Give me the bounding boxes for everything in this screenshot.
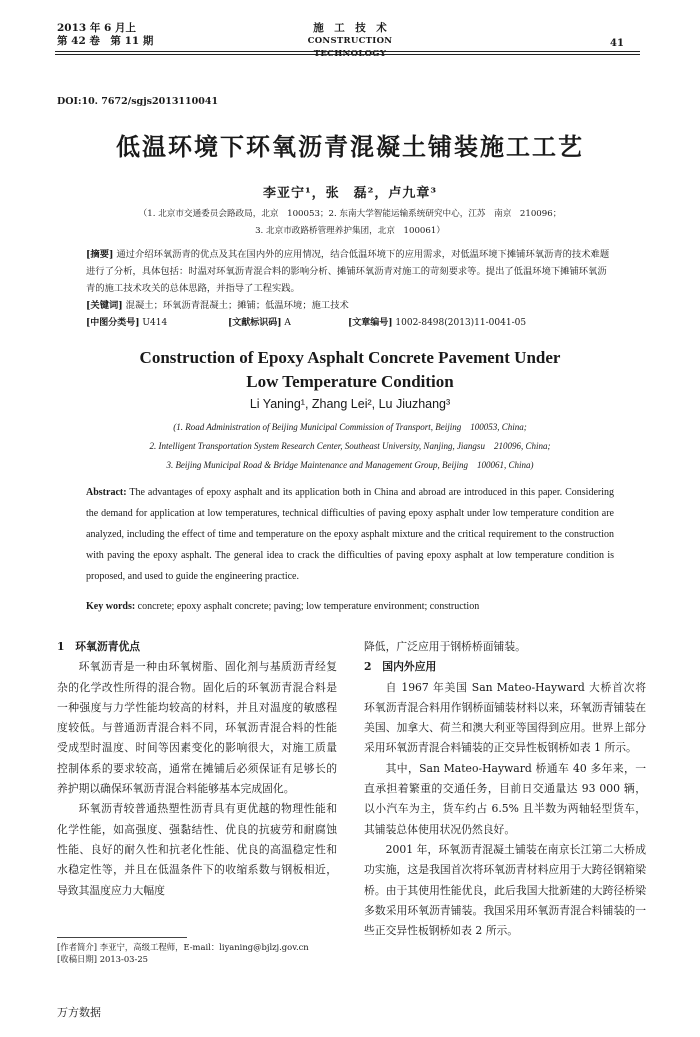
- page-number: 41: [610, 38, 624, 49]
- doi: DOI:10. 7672/sgjs2013110041: [57, 96, 219, 107]
- cn-keywords-label: [关键词]: [86, 300, 123, 311]
- paragraph: 其中，San Mateo-Hayward 桥通车 40 多年来，一直承担着繁重的交通任务，目前日交通量达 93 000 辆，以小汽车为主，货车约占 6.5% 且半数为两轴轻型货车，其铺装总体使用状况仍然良好。: [364, 761, 646, 836]
- issue-volume: 第 42 卷 第 11 期: [57, 35, 154, 47]
- cn-affiliations: [60, 206, 640, 240]
- section-heading: 2 国内外应用: [364, 660, 437, 674]
- en-abstract: [86, 482, 614, 587]
- en-title-line: Low Temperature Condition: [246, 372, 454, 391]
- paragraph: 环氧沥青较普通热塑性沥青具有更优越的物理性能和化学性能，如高强度、强黏结性、优良的抗疲劳和耐腐蚀性能、良好的耐久性和抗老化性能、优良的高温稳定性和水稳定性等，并且在低温条件下的收缩系数与钢板相近，导致其温度应力大幅度: [57, 802, 337, 897]
- paragraph: 自 1967 年美国 San Mateo-Hayward 大桥首次将环氧沥青混合料用作钢桥面铺装材料以来，环氧沥青铺装在美国、加拿大、荷兰和澳大利亚等国得到应用。世界上部分采用环氧沥青混合料铺装的正交异性板钢桥如表 1 所示。: [364, 680, 646, 755]
- en-affiliation-line: 3. Beijing Municipal Road & Bridge Maintenance and Management Group, Beijing 100061, China): [166, 460, 534, 470]
- en-title-line: Construction of Epoxy Asphalt Concrete Pavement Under: [139, 348, 561, 367]
- en-keywords-text: concrete; epoxy asphalt concrete; paving; low temperature environment; construction: [137, 601, 480, 612]
- watermark-footer: 万方数据: [57, 1006, 101, 1019]
- header-rule: [55, 51, 640, 52]
- article-id-value: 1002-8498(2013)11-0041-05: [395, 318, 527, 328]
- en-affiliation-line: (1. Road Administration of Beijing Municipal Commission of Transport, Beijing 100053, China;: [173, 422, 527, 432]
- footnote-rule: [57, 937, 187, 938]
- received-date: [收稿日期] 2013-03-25: [57, 954, 148, 964]
- en-authors: Li Yaning¹, Zhang Lei², Lu Jiuzhang³: [249, 397, 451, 411]
- section-heading: 1 环氧沥青优点: [57, 640, 141, 653]
- footnote: [57, 941, 337, 965]
- cn-affiliation-line: 3. 北京市政路桥管理养护集团，北京 100061）: [255, 226, 445, 236]
- journal-name-en: CONSTRUCTION TECHNOLOGY: [307, 36, 393, 59]
- issue-date: 2013 年 6 月上: [57, 22, 136, 34]
- cn-authors: 李亚宁¹，张 磊²，卢九章³: [262, 186, 438, 201]
- body-column-left: [57, 637, 337, 901]
- en-keywords-label: Key words:: [86, 601, 136, 612]
- cn-keywords-text: 混凝土；环氧沥青混凝土；摊铺；低温环境；施工技术: [125, 300, 349, 311]
- header-rule-thin: [55, 54, 640, 55]
- en-affiliations: [86, 418, 614, 475]
- journal-name: [270, 22, 430, 61]
- author-bio: [作者简介] 李亚宁，高级工程师，E-mail：liyaning@bjlzj.gov.cn: [57, 942, 309, 952]
- doc-code-value: A: [284, 318, 291, 328]
- doc-code-label: [文献标识码]: [228, 318, 282, 328]
- cn-abstract: [86, 246, 614, 314]
- cn-abstract-label: [摘要]: [86, 249, 114, 260]
- en-abstract-label: Abstract:: [86, 487, 127, 498]
- en-keywords: [86, 599, 614, 615]
- clc-label: [中图分类号]: [86, 318, 140, 328]
- body-column-right: [364, 637, 646, 941]
- cn-title: 低温环境下环氧沥青混凝土铺装施工工艺: [116, 132, 584, 161]
- en-affiliation-line: 2. Intelligent Transportation System Research Center, Southeast University, Nanjing, Jiangsu 210096, China;: [149, 441, 551, 451]
- en-abstract-text: The advantages of epoxy asphalt and its application both in China and abroad are introduced in this paper. Considering the demand for application at low temperatures, technical difficulties of paving epoxy asphalt under low temperature condition are analyzed, including the effect of time and temperature on the epoxy asphalt mixture and the critical requirement to the construction with paving the epoxy asphalt. The general idea to crack the difficulties of paving epoxy asphalt at low temperature condition is proposed, and used to guide the engineering practice.: [86, 487, 614, 582]
- clc-value: U414: [142, 318, 168, 328]
- issue-info: [57, 22, 153, 48]
- paragraph-continued: 降低，广泛应用于钢桥桥面铺装。: [364, 640, 526, 653]
- cn-affiliation-line: （1. 北京市交通委员会路政局，北京 100053；2. 东南大学智能运输系统研究中心，江苏 南京 210096；: [138, 209, 562, 219]
- paragraph: 环氧沥青是一种由环氧树脂、固化剂与基质沥青经复杂的化学改性所得的混合物。固化后的环氧沥青混合料是一种强度与力学性能均较高的材料，并且对温度的敏感程度较低。与普通沥青混合料不同，环氧沥青混合料的性能受成型时温度、时间等因素变化的影响很大，对施工质量控制体系的要求较高，通常在摊铺后必须保证有足够长的养护期以确保环氧沥青混合料能够基本完成固化。: [57, 660, 337, 796]
- article-id-label: [文章编号]: [348, 318, 393, 328]
- journal-name-cn: 施 工 技 术: [313, 22, 387, 34]
- cn-abstract-text: 通过介绍环氧沥青的优点及其在国内外的应用情况，结合低温环境下的应用需求，对低温环境下摊铺环氧沥青的技术难题进行了分析，具体包括：时温对环氧沥青混合料的影响分析、摊铺环氧沥青对施工的苛刻要求等。提出了低温环境下摊铺环氧沥青的施工技术攻关的总体思路，并指导了工程实践。: [86, 249, 610, 294]
- paragraph: 2001 年，环氧沥青混凝土铺装在南京长江第二大桥成功实施，这是我国首次将环氧沥青材料应用于大跨径钢箱梁桥。由于其使用性能优良，此后我国大批新建的大跨径桥梁多数采用环氧沥青铺装。我国采用环氧沥青混合料铺装的一些正交异性板钢桥如表 2 所示。: [364, 842, 646, 938]
- en-title: [0, 346, 700, 394]
